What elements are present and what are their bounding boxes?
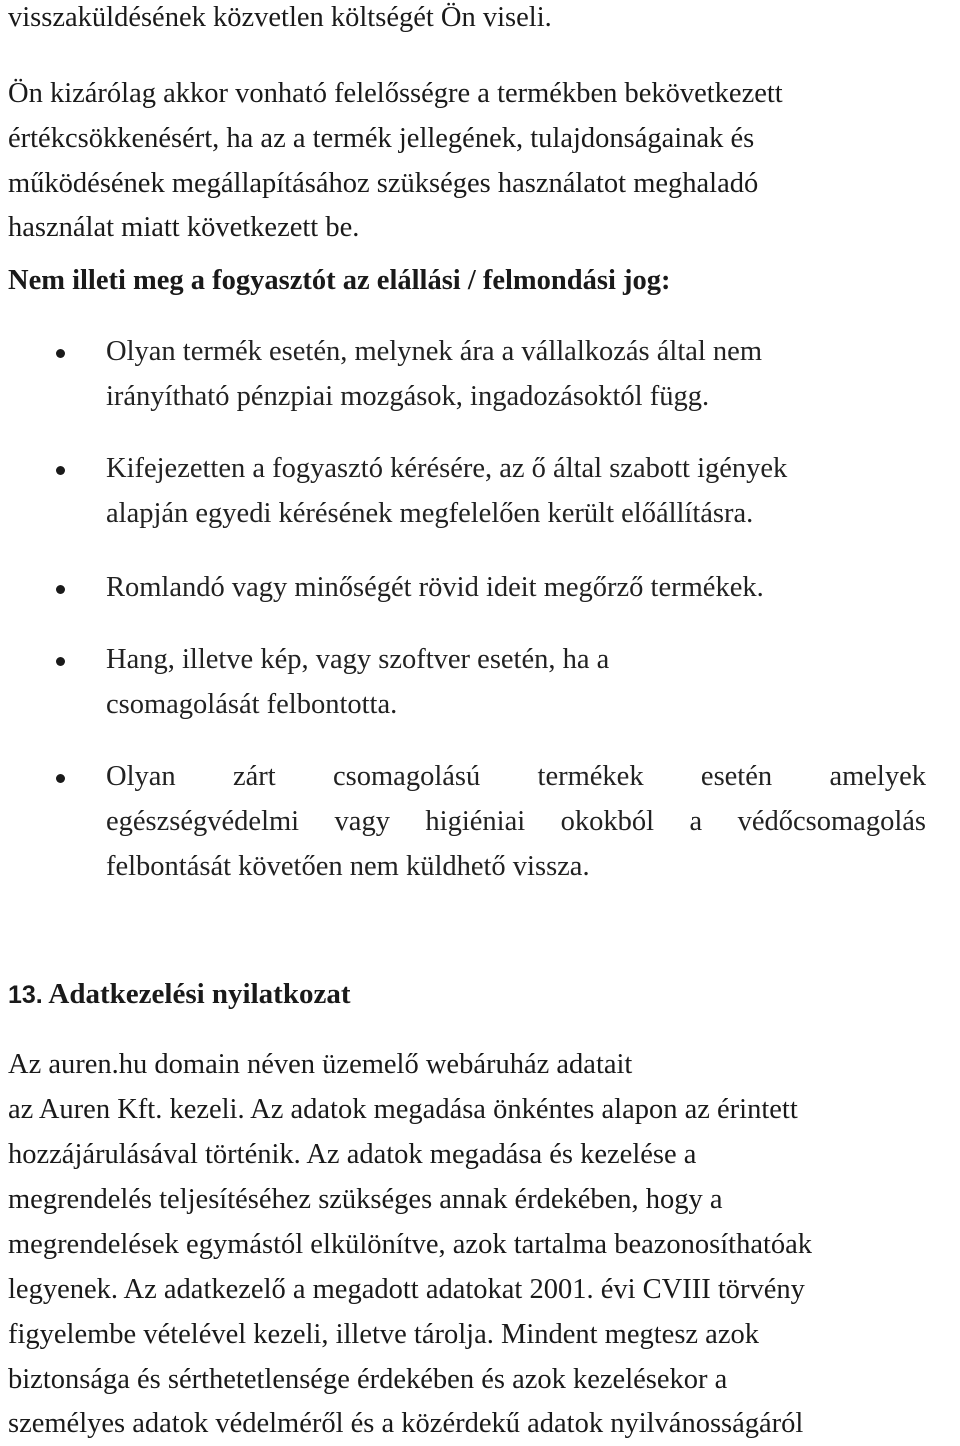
liability-line: használat miatt következett be. xyxy=(8,212,360,243)
section-body-line: az Auren Kft. kezeli. Az adatok megadása önkéntes alapon az érintett xyxy=(8,1094,798,1125)
exceptions-heading: Nem illeti meg a fogyasztót az elállási / felmondási jog: xyxy=(8,265,671,296)
bullet-icon xyxy=(56,657,65,666)
section-body-line: hozzájárulásával történik. Az adatok megadása és kezelése a xyxy=(8,1139,697,1170)
section-body-line: figyelembe vételével kezeli, illetve tárolja. Mindent megtesz azok xyxy=(8,1319,759,1350)
list-item-line: egészségvédelmi vagy higiéniai okokból a védőcsomagolás xyxy=(106,806,926,837)
section-title: Adatkezelési nyilatkozat xyxy=(48,978,351,1010)
list-item-line: alapján egyedi kérésének megfelelően került előállításra. xyxy=(106,498,754,529)
section-body-line: biztonsága és sérthetetlensége érdekében és azok kezelésekor a xyxy=(8,1364,728,1395)
list-item-line: Olyan termék esetén, melynek ára a vállalkozás által nem xyxy=(106,336,763,367)
section-body-line: megrendelés teljesítéséhez szükséges annak érdekében, hogy a xyxy=(8,1184,723,1215)
bullet-icon xyxy=(56,349,65,358)
section-body-line: Az auren.hu domain néven üzemelő webáruház adatait xyxy=(8,1049,633,1080)
list-item-line: Olyan zárt csomagolású termékek esetén amelyek xyxy=(106,761,926,792)
section-heading xyxy=(8,972,350,1017)
liability-line: Ön kizárólag akkor vonható felelősségre a termékben bekövetkezett xyxy=(8,78,783,109)
section-body-line: megrendelések egymástól elkülönítve, azok tartalma beazonosíthatóak xyxy=(8,1229,813,1260)
list-item-line: felbontását követően nem küldhető vissza. xyxy=(106,851,590,882)
bullet-icon xyxy=(56,585,65,594)
list-item-line: irányítható pénzpiai mozgások, ingadozásoktól függ. xyxy=(106,381,710,412)
section-body-line: legyenek. Az adatkezelő a megadott adatokat 2001. évi CVIII törvény xyxy=(8,1274,805,1305)
bullet-icon xyxy=(56,774,65,783)
intro-text-line: visszaküldésének közvetlen költségét Ön viseli. xyxy=(8,2,552,33)
list-item-line: Hang, illetve kép, vagy szoftver esetén, ha a xyxy=(106,644,610,675)
bullet-icon xyxy=(56,466,65,475)
section-number: 13. xyxy=(8,981,43,1009)
liability-line: értékcsökkenésért, ha az a termék jellegének, tulajdonságainak és xyxy=(8,123,755,154)
list-item-line: Romlandó vagy minőségét rövid ideit megőrző termékek. xyxy=(106,572,764,603)
list-item-line: Kifejezetten a fogyasztó kérésére, az ő által szabott igények xyxy=(106,453,788,484)
liability-line: működésének megállapításához szükséges használatot meghaladó xyxy=(8,168,759,199)
list-item-line: csomagolását felbontotta. xyxy=(106,689,398,720)
section-body-line: személyes adatok védelméről és a közérdekű adatok nyilvánosságáról xyxy=(8,1408,804,1439)
